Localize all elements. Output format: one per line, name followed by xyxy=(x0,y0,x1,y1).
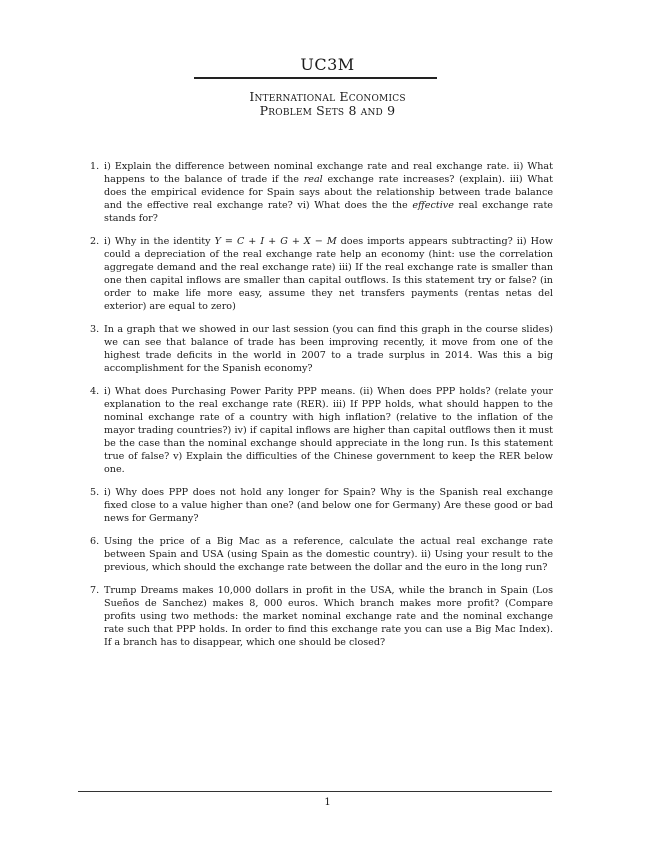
question-4 xyxy=(90,385,553,476)
question-text: In a graph that we showed in our last session (you can find this graph in the course slides) we can see that balance of trade has been improving recently, it move from one of the highest trade deficits in the world in 2007 to a trade surplus in 2014. Was this a big accomplishment for the Spanish economy? xyxy=(104,324,553,374)
question-text: i) Why in the identity Y = C + I + G + X − M does imports appears subtracting? ii) How could a depreciation of the real exchange rate help an economy (hint: use the correlation aggregate demand and the real exchange rate) iii) If the real exchange rate is smaller than one then capital inflows are smaller than capital outflows. Is this statement try or false? (in order to make life more easy, assume they net transfers payments (rentas netas del exterior) are equal to zero) xyxy=(104,236,553,312)
question-text: Trump Dreams makes 10,000 dollars in profit in the USA, while the branch in Spain (Los Sueños de Sanchez) makes 8, 000 euros. Which branch makes more profit? (Compare profits using two methods: the market nominal exchange rate and the nominal exchange rate such that PPP holds. In order to find this exchange rate you can use a Big Mac Index). If a branch has to disappear, which one should be closed? xyxy=(104,585,553,648)
question-number: 7. xyxy=(90,585,100,596)
question-text: i) Explain the difference between nominal exchange rate and real exchange rate. ii) What happens to the balance of trade if the real exchange rate increases? (explain). iii) What does the empirical evidence for Spain says about the relationship between trade balance and the effective real exchange rate? vi) What does the the effective real exchange rate stands for? xyxy=(104,161,553,224)
problem-sets-label: Problem Sets 8 and 9 xyxy=(259,103,396,118)
question-list xyxy=(90,160,553,659)
question-text: Using the price of a Big Mac as a reference, calculate the actual real exchange rate between Spain and USA (using Spain as the domestic country). ii) Using your result to the previous, which should the exchange rate between the dollar and the euro in the long run? xyxy=(104,536,553,573)
footer-rule xyxy=(78,791,552,792)
question-7 xyxy=(90,584,553,649)
question-number: 6. xyxy=(90,536,100,547)
question-1 xyxy=(90,160,553,225)
course-name: International Economics xyxy=(249,89,406,104)
question-2 xyxy=(90,235,553,313)
title-rule xyxy=(194,77,437,79)
question-number: 4. xyxy=(90,386,100,397)
question-5 xyxy=(90,486,553,525)
question-number: 2. xyxy=(90,236,100,247)
question-text: i) What does Purchasing Power Parity PPP means. (ii) When does PPP holds? (relate your explanation to the real exchange rate (RER). iii) If PPP holds, what should happen to the nominal exchange rate of a country with high inflation? (relative to the inflation of the mayor trading countries?) iv) if capital inflows are higher than capital outflows then it must be the case than the nominal exchange should appreciate in the long run. Is this statement true of false? v) Explain the difficulties of the Chinese government to keep the RER below one. xyxy=(104,386,553,475)
question-number: 5. xyxy=(90,487,100,498)
question-number: 3. xyxy=(90,324,100,335)
page-number: 1 xyxy=(324,797,331,808)
question-6 xyxy=(90,535,553,574)
document-title: UC3M xyxy=(300,55,355,74)
question-text: i) Why does PPP does not hold any longer for Spain? Why is the Spanish real exchange fixed close to a value higher than one? (and below one for Germany) Are these good or bad news for Germany? xyxy=(104,487,553,524)
question-number: 1. xyxy=(90,161,100,172)
question-3 xyxy=(90,323,553,375)
